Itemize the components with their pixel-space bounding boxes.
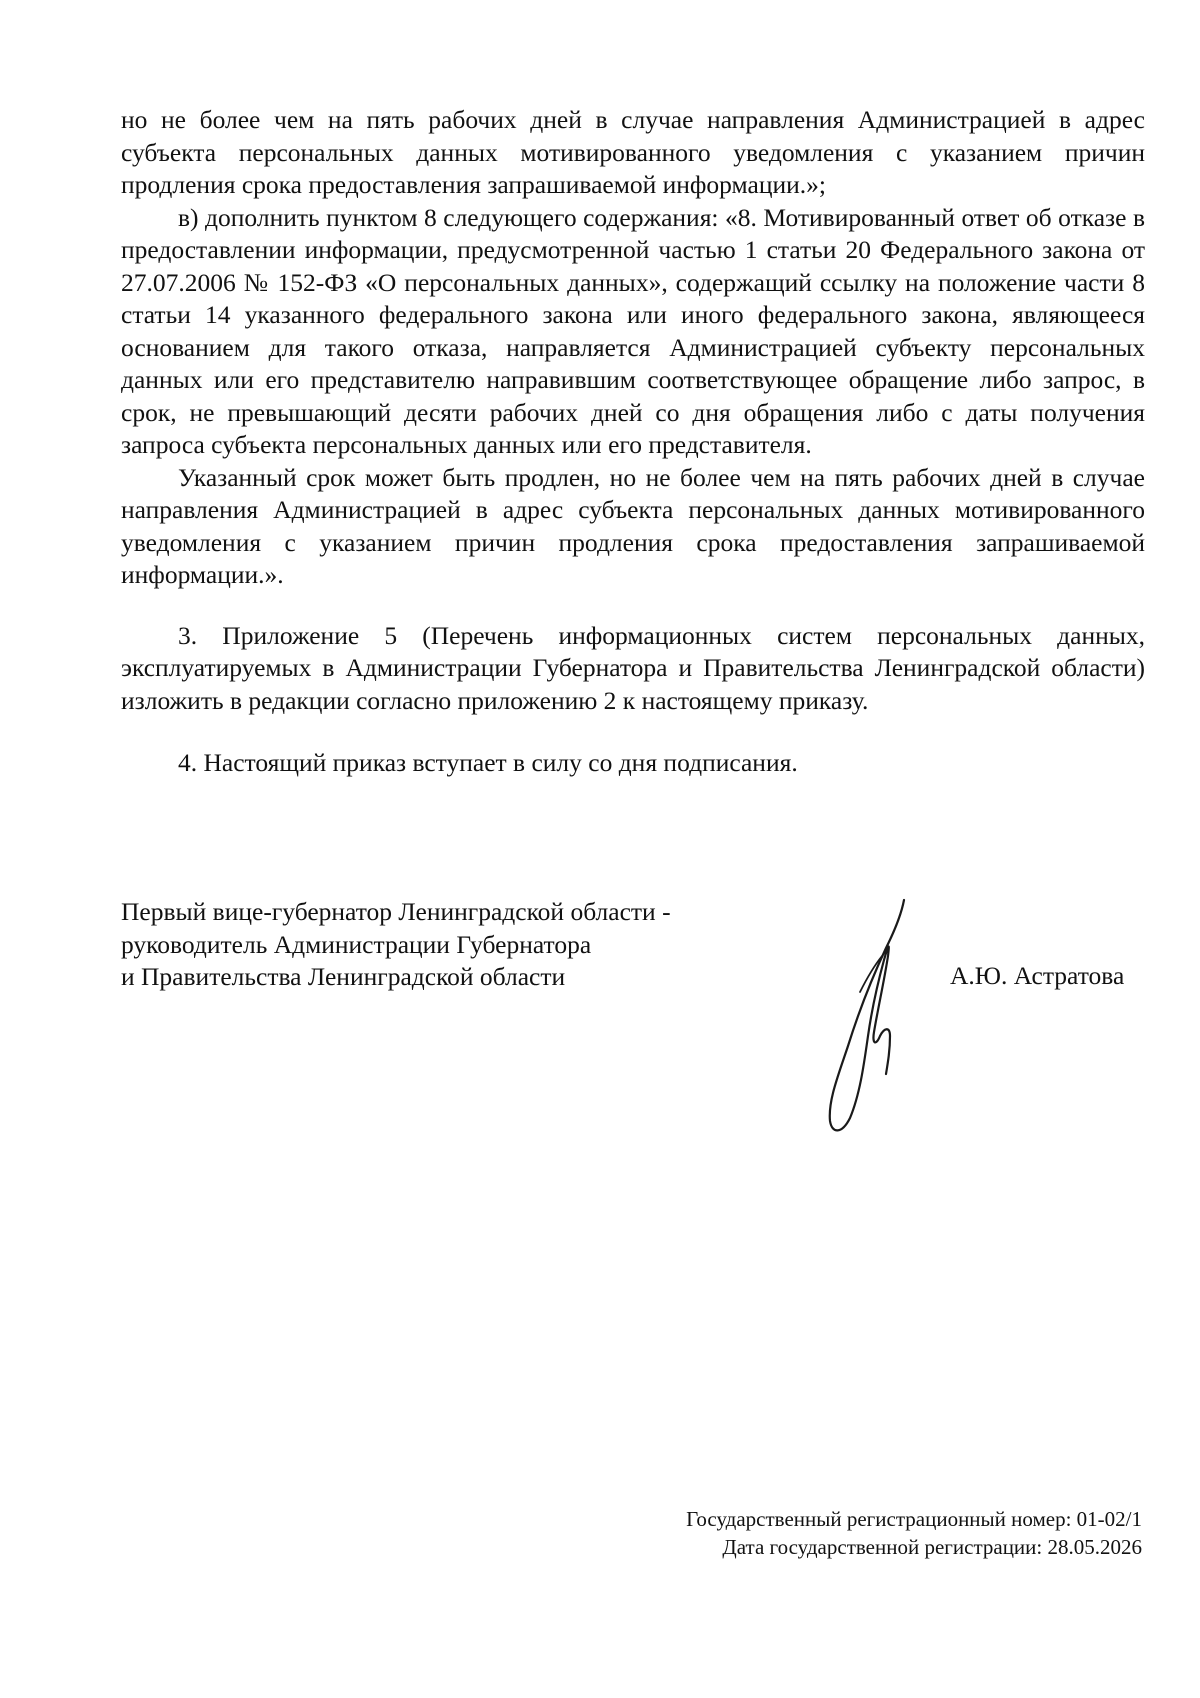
registration-info	[686, 1505, 1142, 1561]
paragraph-term-extension: Указанный срок может быть продлен, но не более чем на пять рабочих дней в случае направления Администрацией в адрес субъекта персональных данных мотивированного уведомления с указанием причин продления срока предоставления запрашиваемой информации.».	[121, 462, 1145, 589]
signer-name: А.Ю. Астратова	[950, 961, 1125, 990]
paragraph-clause-3: 3. Приложение 5 (Перечень информационных систем персональных данных, эксплуатируемых в Администрации Губернатора и Правительства Ленинградской области) изложить в редакции согласно приложению 2 к настоящему приказу.	[121, 620, 1145, 715]
signatory-position-line: и Правительства Ленинградской области	[121, 962, 566, 991]
signatory-position	[121, 896, 671, 994]
signatory-position-line: руководитель Администрации Губернатора	[121, 929, 592, 959]
paragraph-item-v: в) дополнить пунктом 8 следующего содержания: «8. Мотивированный ответ об отказе в предоставлении информации, предусмотренной частью 1 статьи 20 Федерального закона от 27.07.2006 № 152-ФЗ «О персональных данных», содержащий ссылку на положение части 8 статьи 14 указанного федерального закона или иного федерального закона, являющееся основанием для такого отказа, направляется Администрацией субъекту персональных данных или его представителю направившим соответствующее обращение либо запрос, в срок, не превышающий десяти рабочих дней со дня обращения либо с даты получения запроса субъекта персональных данных или его представителя.	[121, 202, 1145, 459]
document-body	[121, 104, 1145, 780]
paragraph-clause-4: 4. Настоящий приказ вступает в силу со дня подписания.	[178, 748, 798, 777]
registration-number: Государственный регистрационный номер: 01-02/1	[686, 1507, 1142, 1531]
paragraph-continuation: но не более чем на пять рабочих дней в случае направления Администрацией в адрес субъекта персональных данных мотивированного уведомления с указанием причин продления срока предоставления запрашиваемой информации.»;	[121, 105, 1145, 199]
signatory-position-line: Первый вице-губернатор Ленинградской области -	[121, 897, 671, 926]
handwritten-signature	[808, 896, 928, 1136]
registration-date: Дата государственной регистрации: 28.05.2026	[722, 1535, 1142, 1559]
